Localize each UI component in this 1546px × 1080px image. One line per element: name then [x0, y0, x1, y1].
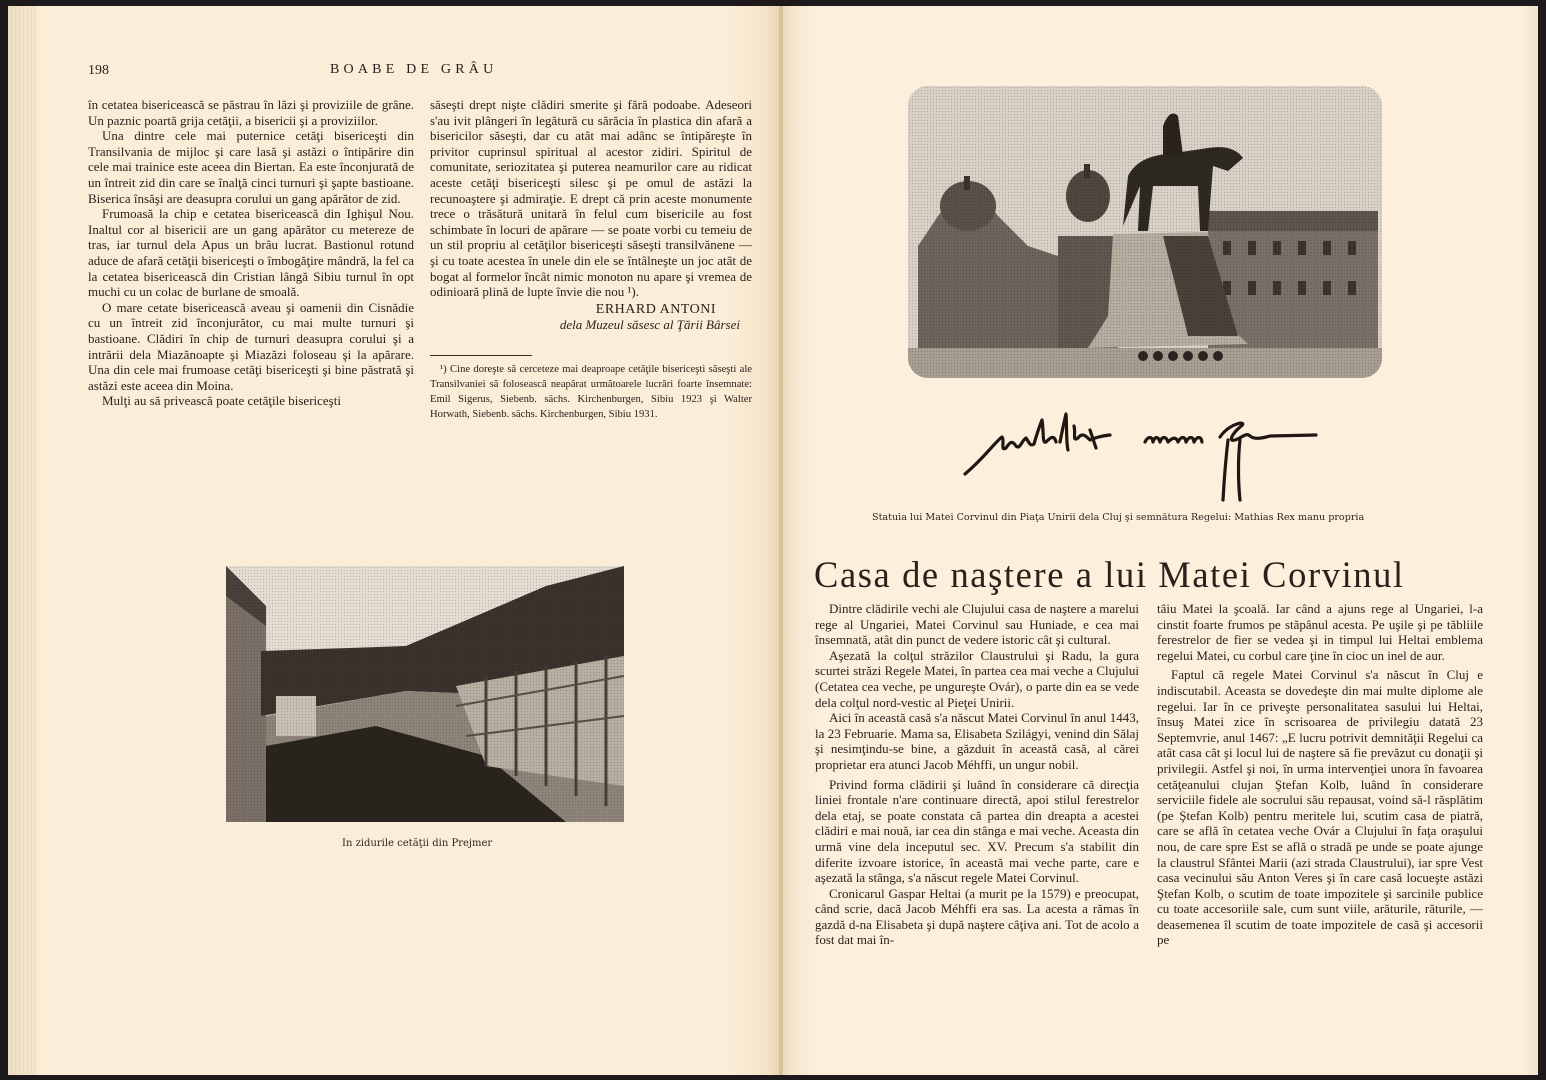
running-header: BOABE DE GRÂU — [330, 62, 498, 77]
photo-caption-statue: Statuia lui Matei Corvinul din Piaţa Unirii dela Cluj şi semnătura Regelui: Mathias Rex manu propria — [872, 512, 1365, 523]
footnote-rule — [430, 355, 532, 356]
paragraph: tâiu Matei la şcoală. Iar când a ajuns rege al Ungariei, l-a cinstit foarte frumos pe stăpânul acesta. Pe uşile şi pe tăbliile ferestrelor de fier se vedea şi in timpul lui Heltai emblema regelui Matei, cu corbul care ţine în cioc un inel de aur. — [1157, 601, 1483, 663]
page-number: 198 — [88, 63, 109, 78]
paragraph: săseşti drept nişte clădiri smerite şi fără podoabe. Adeseori s'au ivit plângeri în legătură cu sărăcia în plastica din afară a bisericilor săseşti, dar cu atât mai adânc se întipăreşte în privitor cuprinsul spiritual al acestor zidiri. Spiritul de comunitate, seriozitatea şi puterea neamurilor care au ridicat aceste cetăţi bisericeşti silesc şi pe omul de astăzi la recunoaştere şi admiraţie. E drept că prin aceste monumente trece o trăsătură unitară în felul cum bisericile au fost schimbate în locuri de apărare — se poate vorbi cu temeiu de un stil propriu al cetăţilor bisericeşti săseşti transilvănene — şi cu toate acestea în unele din ele se întâlneşte un joc atât de bogat al formelor încât nimic monoton nu apare şi vremea de odinioară plină de lupte învie die nou ¹). — [430, 97, 752, 300]
article-title: Casa de naştere a lui Matei Corvinul — [814, 554, 1405, 595]
footnote: ¹) Cine doreşte să cerceteze mai deaproape cetăţile bisericeşti săseşti ale Transilvaniei să folosească neapărat următoarele lucrări foarte însemnate: Emil Sigerus, Siebenb. sächs. Kirchenburgen, Sibiu 1923 şi Walter Horwath, Siebenb. sächs. Kirchenburgen, Sibiu 1931. — [430, 363, 752, 420]
photo-matei-corvinul-statue — [908, 86, 1382, 378]
paragraph: Frumoasă la chip e cetatea bisericească din Ighişul Nou. Inaltul cor al bisericii are un gang apărător cu metereze de tras, iar turnul dela Apus un brâu lucrat. Bastionul rotund aduce de afară cetăţii bisericeşti o îmbogăţire mândră, la fel ca la cetatea bisericească din Cristian lângă Sibiu turnul în opt muchi cu un colac de burlane de smoală. — [88, 206, 414, 300]
paragraph: Mulţi au să privească poate cetăţile bisericeşti — [102, 393, 341, 409]
paragraph: Cronicarul Gaspar Heltai (a murit pe la 1579) e preocupat, când scrie, dacă Jacob Méhffi era sas. La acesta a rămas în gazdă d-na Elisabeta şi după naştere câţiva ani. Tot de acolo a fost dat mai în- — [815, 885, 1139, 948]
left-column-2 — [430, 97, 752, 422]
right-column-2 — [1157, 601, 1483, 948]
statue-photo-illustration — [908, 86, 1382, 378]
right-column-1 — [815, 601, 1139, 948]
paragraph: Privind forma clădirii şi luând în considerare că direcţia liniei frontale n'are continuare directă, apoi stilul ferestrelor dela etaj, se poate constata că partea din dreapta a acestei clădiri e mai nouă, iar cea din stânga e mai veche. Aceasta din urmă vine dela inceputul sec. XV. Precum s'a stabilit din diferite izvoare istorice, în această mai veche parte, care e aşezată la stânga, s'a născut regele Matei Corvinul. — [815, 776, 1139, 886]
footnote-block — [430, 355, 752, 422]
paragraph: Faptul că regele Matei Corvinul s'a născut în Cluj e indiscutabil. Aceasta se dovedeşte din mai multe diplome ale regelui. Iar în ce priveşte personalitatea sasului lui Heltai, însuş Matei zice în scrisoarea de privilegiu datată 23 Septemvrie, anul 1467: „E lucru potrivit demnităţii Regelui ca atât casa cât şi locul lui de naştere să fie prevăzut cu donaţii şi privilegii. Astfel şi noi, în urma intervenţiei unora în favoarea cetăţeanului clujan Ştefan Kolb, luând în considerare serviciile fidele ale socrului său repausat, voind să-l răsplătim (pe Ştefan Kolb) pentru meritele lui, scutim casa de piatră, care se află în cetatea veche Ovár a Clujului în faţa oraşului nou, de care spre Est se află o stradă pe unde se poate ajunge la claustrul Sfântei Marii (azi strada Claustrului), iar spre Vest casa vecinului său Anton Veres şi în care casă locueşte astăzi Ştefan Kolb, o scutim de toate impozitele şi sarcinile publice cu toate accesoriile sale, cum sunt viile, arăturile, răturile, — deasemenea îl scutim de toate impozitele de casă şi accesorii pe — [1157, 667, 1483, 948]
photo-caption-prejmer: In zidurile cetăţii din Prejmer — [342, 838, 493, 849]
paragraph: O mare cetate bisericească aveau şi oamenii din Cisnădie cu un întreit zid înconjurător, cu mai multe turnuri şi bastioane. Clădiri în chip de turnuri deasupra corului şi a intrării dela Miazănoapte şi Miazăzi foloseau şi la apărare. Una din cele mai frumoase cetăţi bisericeşti şi bine păstrată şi astăzi este aceea din Moina. — [88, 299, 414, 393]
paragraph: Aşezată la colţul străzilor Claustrului şi Radu, la gura scurtei străzi Regele Matei, în partea cea mai veche a Clujului (Cetatea cea veche, pe ungureşte Ovár), o parte din ea se vede dela colţul nord-vestic al Pieţei Unirii. — [815, 647, 1139, 710]
author-name: ERHARD ANTONI — [595, 301, 716, 317]
paragraph: Una dintre cele mai puternice cetăţi bisericeşti din Transilvania de mijloc şi care lasă şi astăzi o întipărire din cele mai trainice este aceea din Biertan. Ea este înconjurată de un întreit zid din care se înalţă cinci turnuri şi şapte bastioane. Biserica însăşi are deasupra corului un gang apărător de zid. — [88, 128, 414, 206]
author-affiliation: dela Muzeul săsesc al Ţării Bârsei — [559, 317, 740, 333]
left-column-1 — [88, 97, 414, 409]
photo-prejmer-fortress-walls — [226, 566, 624, 822]
paragraph: în cetatea bisericească se păstrau în lăzi şi proviziile de grâne. Un paznic poartă grija cetăţii, a bisericii şi a proviziilor. — [88, 97, 414, 128]
book-gutter — [779, 6, 783, 1075]
prejmer-photo-illustration — [226, 566, 624, 822]
paragraph: Dintre clădirile vechi ale Clujului casa de naştere a marelui rege al Ungariei, Matei Corvinul sau Huniade, e cea mai însemnată, atât din punct de vedere istoric cât şi cultural. — [815, 601, 1139, 648]
paragraph: Aici în această casă s'a născut Matei Corvinul în anul 1443, la 23 Februarie. Mama sa, Elisabeta Szilágyi, venind din Sălaj şi nesimţindu-se bine, a găzduit în această casă, al cărei proprietar era atunci Jacob Méhffi, un ungur nobil. — [815, 710, 1139, 772]
mathias-rex-signature — [950, 402, 1320, 506]
